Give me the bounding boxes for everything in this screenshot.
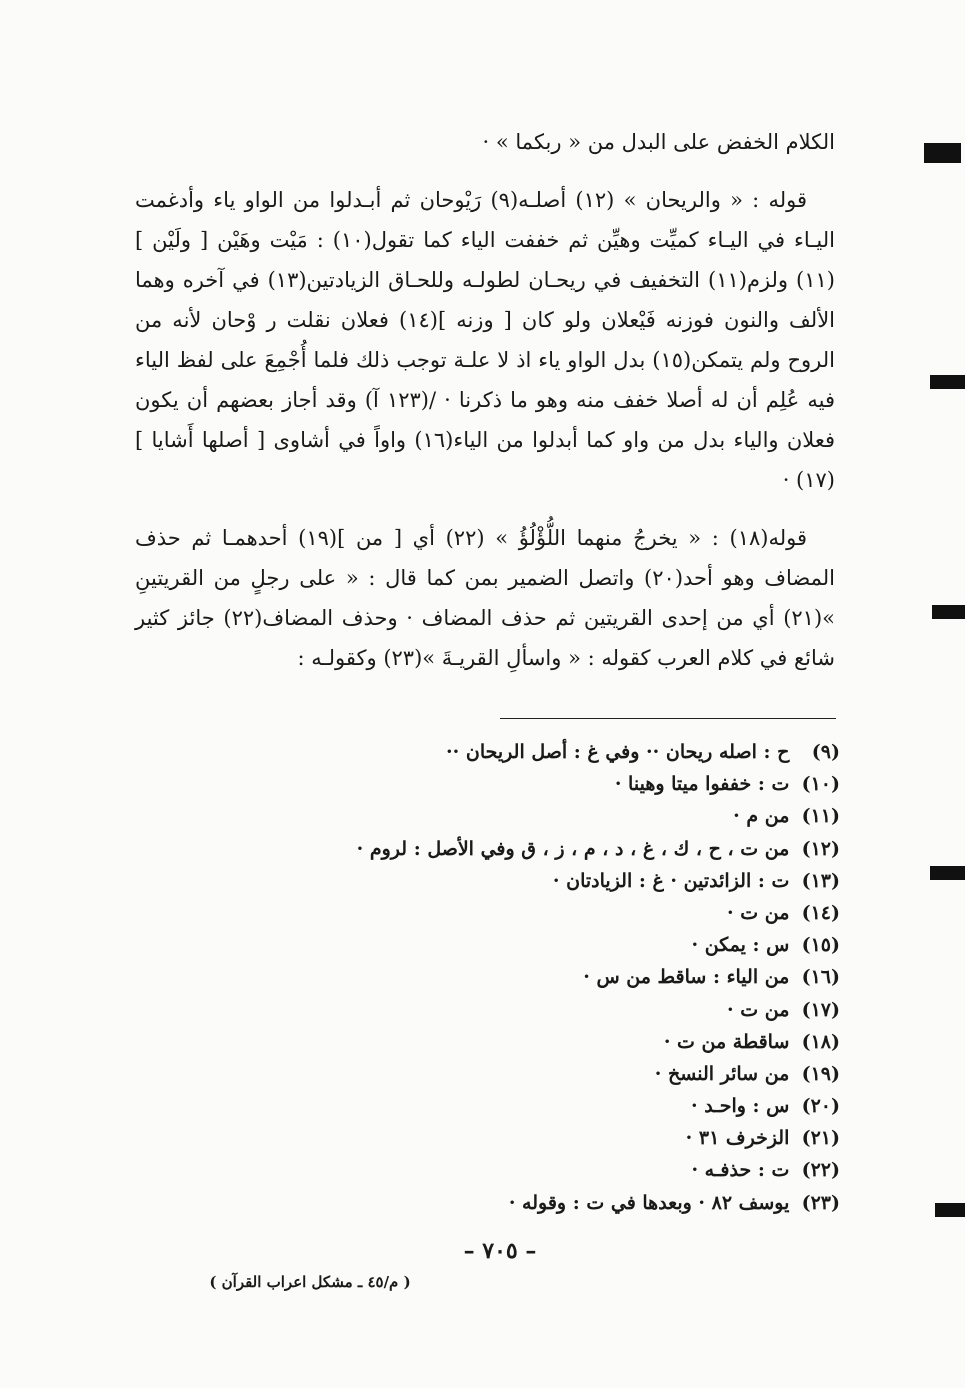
paragraph-lulu: قوله(١٨) : « يخرجُ منهما اللُّؤْلُؤُ » (٢٢) أي [ من ](١٩) أحدهمـا ثم حذف المضاف وهو أحد(٢٠) واتصل الضمير بمن كما قال : « على رجلٍ من القريتينِ »(٢١) أي من إحدى القريتين ثم حذف المضاف · وحذف المضاف(٢٢) جائز كثير شائع في كلام العرب كقوله : « واسألِ القريـةَ »(٢٣) وكقولـه : — [135, 526, 836, 670]
footnote-text: من ت · — [727, 998, 790, 1021]
footnote-number: (٢٢) — [801, 1159, 840, 1182]
footnote-number: (٢٣) — [801, 1191, 840, 1214]
scan-edge-mark — [932, 605, 965, 619]
footnote-text: الزخرف ٣١ · — [685, 1127, 790, 1150]
footnote-text: من الياء : ساقط من س · — [583, 966, 790, 989]
footnote-item — [240, 994, 840, 1026]
footnote-text: ت : الزائدتين · غ : الزيادتان · — [552, 869, 790, 892]
footnote-number: (١٨) — [801, 1030, 840, 1053]
footnote-text: ح : اصله ريحان ·· وفي غ : أصل الريحان ·· — [446, 741, 790, 763]
footnote-item — [240, 833, 840, 865]
footnote-number: (١٦) — [801, 966, 840, 989]
footnote-item — [240, 1058, 840, 1090]
footnote-number: (١٩) — [801, 1062, 840, 1085]
footnote-text: يوسف ٨٢ · وبعدها في ت : وقوله · — [508, 1191, 790, 1214]
footnote-item — [240, 929, 840, 961]
footnote-number: (١٤) — [801, 901, 840, 924]
main-text — [135, 122, 835, 678]
scan-edge-mark — [935, 1203, 965, 1217]
page-number: – ٧٠٥ – — [463, 1238, 537, 1264]
footnote-item — [240, 800, 840, 832]
footnote-number: (١٧) — [801, 998, 840, 1021]
footnote-number: (١٠) — [801, 773, 840, 796]
scan-edge-mark — [930, 375, 965, 389]
continuation-line: الكلام الخفض على البدل من « ربكما » · — [482, 130, 835, 154]
footnote-item — [240, 736, 840, 768]
footnote-divider — [500, 718, 836, 719]
footnote-text: من سائر النسخ · — [654, 1062, 790, 1085]
footnote-text: س : واحـد · — [690, 1095, 790, 1118]
footnote-number: (١٣) — [801, 869, 840, 892]
footnote-text: من ت ، ح ، ك ، غ ، د ، م ، ز ، ق وفي الأصل : لروم · — [356, 837, 790, 860]
footnote-text: ت : حذفـه · — [691, 1159, 790, 1182]
scan-edge-mark — [930, 866, 965, 880]
footnote-text: من ت · — [727, 901, 790, 924]
footnote-item — [240, 897, 840, 929]
footnote-item — [240, 1187, 840, 1219]
footnote-item — [240, 768, 840, 800]
footnote-item — [240, 865, 840, 897]
footnote-number: (١٥) — [801, 934, 840, 957]
footnote-item — [240, 961, 840, 993]
footnote-number: (٢٠) — [801, 1095, 840, 1118]
footnote-number: (١١) — [801, 805, 840, 828]
scan-edge-mark — [924, 143, 961, 163]
footnote-item — [240, 1026, 840, 1058]
footnote-item — [240, 1122, 840, 1154]
footnote-number: (٩) — [811, 741, 840, 763]
footnotes — [240, 736, 840, 1219]
running-footer: ( م/٤٥ ـ مشكل اعراب القرآن ) — [209, 1273, 411, 1291]
footnote-text: س : يمكن · — [691, 934, 790, 957]
footnote-item — [240, 1090, 840, 1122]
footnote-number: (٢١) — [801, 1127, 840, 1150]
paragraph-rayhan: قوله : « والريحان » (١٢) أصلـه(٩) رَيْوحان ثم أبـدلوا من الواو ياء وأدغمت اليـاء في اليـاء كميِّت وهيِّن ثم خففت الياء كما تقول(١٠) : مَيْت وهَيْن [ ولَيْن ](١١) ولزم(١١) التخفيف في ريحـان لطولـه وللحـاق الزيادتين(١٣) في آخره وهما الألف والنون فوزنه فَيْعلان ولو كان [ وزنه ](١٤) فعلان نقلت ر وْحان لأنه من الروح ولم يتمكن(١٥) بدل الواو ياء اذ لا علـة توجب ذلك فلما أُجْمِعَ على لفظ الياء فيه عُلِم أن له أصلا خفف منه وهو ما ذكرنا · /(١٢٣ آ) وقد أجاز بعضهم أن يكون فعلان والياء بدل من واو كما أبدلوا من الياء(١٦) واواً في أشاوى [ أصلها أَشايا ](١٧) · — [135, 188, 836, 492]
footnote-text: من م · — [733, 805, 790, 828]
footnote-text: ساقطة من ت · — [663, 1030, 790, 1053]
footnote-item — [240, 1154, 840, 1186]
footnote-text: ت : خففوا ميتا وهينا · — [614, 773, 790, 796]
footnote-number: (١٢) — [801, 837, 840, 860]
